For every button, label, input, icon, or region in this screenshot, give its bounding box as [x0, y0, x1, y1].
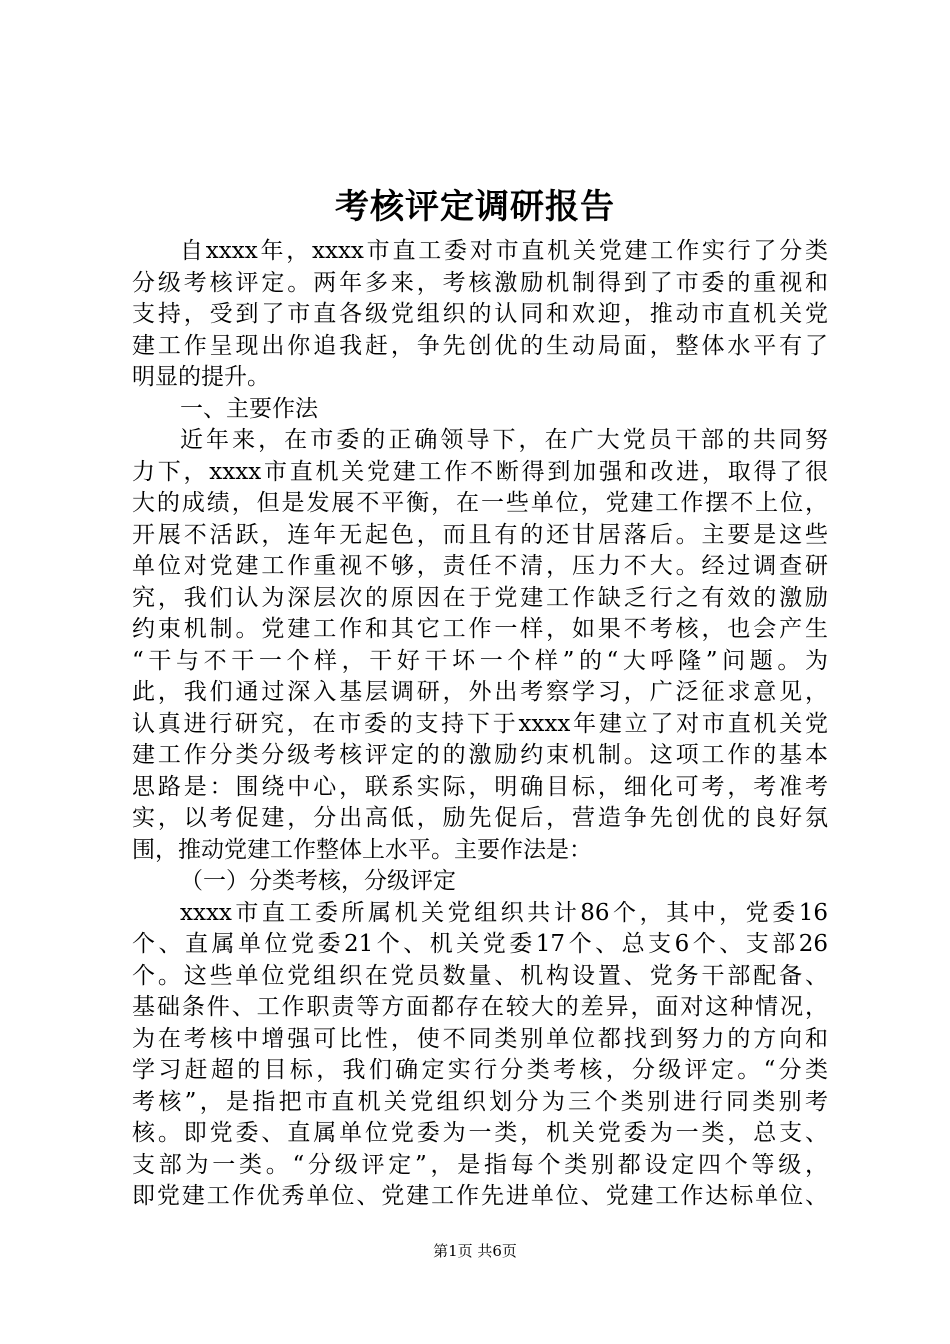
- text-line: 力下，xxxx市直机关党建工作不断得到加强和改进，取得了很: [132, 458, 828, 485]
- text-line: 个。这些单位党组织在党员数量、机构设置、党务干部配备、: [132, 962, 828, 989]
- text-line: 一、主要作法: [180, 395, 318, 422]
- text-line: 明显的提升。: [132, 364, 270, 390]
- text-line: 大的成绩，但是发展不平衡，在一些单位，党建工作摆不上位，: [132, 490, 828, 516]
- page-footer: 第1页 共6页: [433, 1242, 517, 1260]
- text-line: xxxx市直工委所属机关党组织共计86个，其中，党委16: [180, 899, 828, 926]
- text-line: 近年来，在市委的正确领导下，在广大党员干部的共同努: [180, 427, 828, 453]
- text-line: 为在考核中增强可比性，使不同类别单位都找到努力的方向和: [132, 1025, 828, 1052]
- text-line: 基础条件、工作职责等方面都存在较大的差异，面对这种情况，: [132, 994, 828, 1020]
- text-line: 学习赶超的目标，我们确定实行分类考核，分级评定。“分类: [132, 1057, 828, 1083]
- text-line: 约束机制。党建工作和其它工作一样，如果不考核，也会产生: [132, 616, 828, 642]
- text-line: 支持，受到了市直各级党组织的认同和欢迎，推动市直机关党: [132, 301, 828, 327]
- text-line: 个、直属单位党委21个、机关党委17个、总支6个、支部26: [132, 931, 828, 957]
- text-line: 开展不活跃，连年无起色，而且有的还甘居落后。主要是这些: [132, 521, 828, 548]
- text-line: 单位对党建工作重视不够，责任不清，压力不大。经过调查研: [132, 553, 828, 579]
- text-line: 即党建工作优秀单位、党建工作先进单位、党建工作达标单位、: [132, 1183, 828, 1209]
- text-line: （一）分类考核，分级评定: [180, 868, 456, 894]
- text-line: 实，以考促建，分出高低，励先促后，营造争先创优的良好氛: [132, 805, 828, 831]
- text-line: 自xxxx年，xxxx市直工委对市直机关党建工作实行了分类: [180, 238, 828, 264]
- text-line: 思路是：围绕中心，联系实际，明确目标，细化可考，考准考: [132, 773, 828, 800]
- text-line: 建工作呈现出你追我赶，争先创优的生动局面，整体水平有了: [132, 332, 828, 359]
- text-line: 分级考核评定。两年多来，考核激励机制得到了市委的重视和: [132, 269, 828, 296]
- document-title: 考核评定调研报告: [335, 187, 615, 227]
- text-line: 支部为一类。“分级评定”，是指每个类别都设定四个等级，: [132, 1151, 828, 1178]
- text-line: 此，我们通过深入基层调研，外出考察学习，广泛征求意见，: [132, 679, 828, 705]
- text-line: 建工作分类分级考核评定的的激励约束机制。这项工作的基本: [132, 742, 828, 768]
- text-line: 认真进行研究，在市委的支持下于xxxx年建立了对市直机关党: [132, 710, 828, 737]
- text-line: “干与不干一个样，干好干坏一个样”的“大呼隆”问题。为: [132, 647, 828, 674]
- text-line: 围，推动党建工作整体上水平。主要作法是：: [132, 836, 592, 863]
- text-line: 核。即党委、直属单位党委为一类，机关党委为一类，总支、: [132, 1120, 828, 1146]
- text-line: 究，我们认为深层次的原因在于党建工作缺乏行之有效的激励: [132, 584, 828, 611]
- text-line: 考核”，是指把市直机关党组织划分为三个类别进行同类别考: [132, 1088, 828, 1115]
- document-body: [132, 236, 828, 1213]
